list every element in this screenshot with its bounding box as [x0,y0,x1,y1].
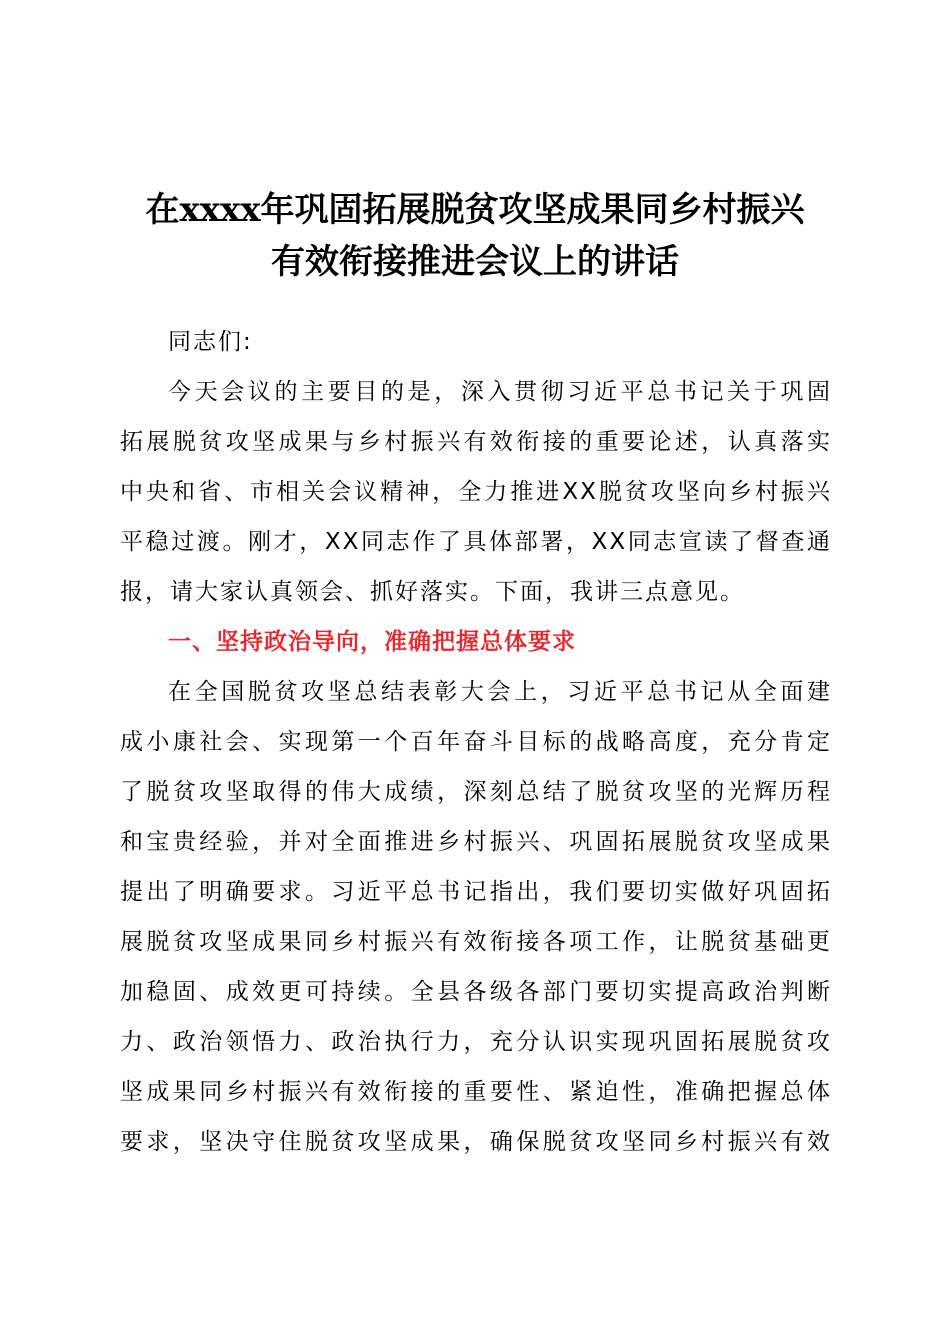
document-body [120,317,832,1167]
paragraph-line: 今天会议的主要目的是，深入贯彻习近平总书记关于巩固 [168,379,832,405]
greeting: 同志们: [168,329,253,355]
paragraph-line: 了脱贫攻坚取得的伟大成绩，深刻总结了脱贫攻坚的光辉历程 [120,779,832,805]
paragraph-line: 提出了明确要求。习近平总书记指出，我们要切实做好巩固拓 [120,879,832,905]
paragraph-line: 在全国脱贫攻坚总结表彰大会上，习近平总书记从全面建 [168,679,832,705]
paragraph-line: 拓展脱贫攻坚成果与乡村振兴有效衔接的重要论述，认真落实 [120,429,832,455]
paragraph-line: 力、政治领悟力、政治执行力，充分认识实现巩固拓展脱贫攻 [120,1029,832,1055]
paragraph-line: 成小康社会、实现第一个百年奋斗目标的战略高度，充分肯定 [120,729,832,755]
document-title-line-1: 在xxxx年巩固拓展脱贫攻坚成果同乡村振兴 [145,190,805,230]
paragraph-line: 要求，坚决守住脱贫攻坚成果，确保脱贫攻坚同乡村振兴有效 [120,1129,832,1155]
paragraph-line: 平稳过渡。刚才，XX同志作了具体部署，XX同志宣读了督查通 [120,529,832,555]
paragraph-line: 坚成果同乡村振兴有效衔接的重要性、紧迫性，准确把握总体 [120,1079,832,1105]
paragraph-line: 中央和省、市相关会议精神，全力推进XX脱贫攻坚向乡村振兴 [120,479,832,505]
document-title-line-2: 有效衔接推进会议上的讲话 [271,242,679,282]
paragraph-line: 加稳固、成效更可持续。全县各级各部门要切实提高政治判断 [120,979,832,1005]
paragraph-line: 报，请大家认真领会、抓好落实。下面，我讲三点意见。 [120,579,745,605]
section-heading: 一、坚持政治导向，准确把握总体要求 [168,629,576,655]
paragraph-line: 和宝贵经验，并对全面推进乡村振兴、巩固拓展脱贫攻坚成果 [120,829,832,855]
paragraph-line: 展脱贫攻坚成果同乡村振兴有效衔接各项工作，让脱贫基础更 [120,929,832,955]
